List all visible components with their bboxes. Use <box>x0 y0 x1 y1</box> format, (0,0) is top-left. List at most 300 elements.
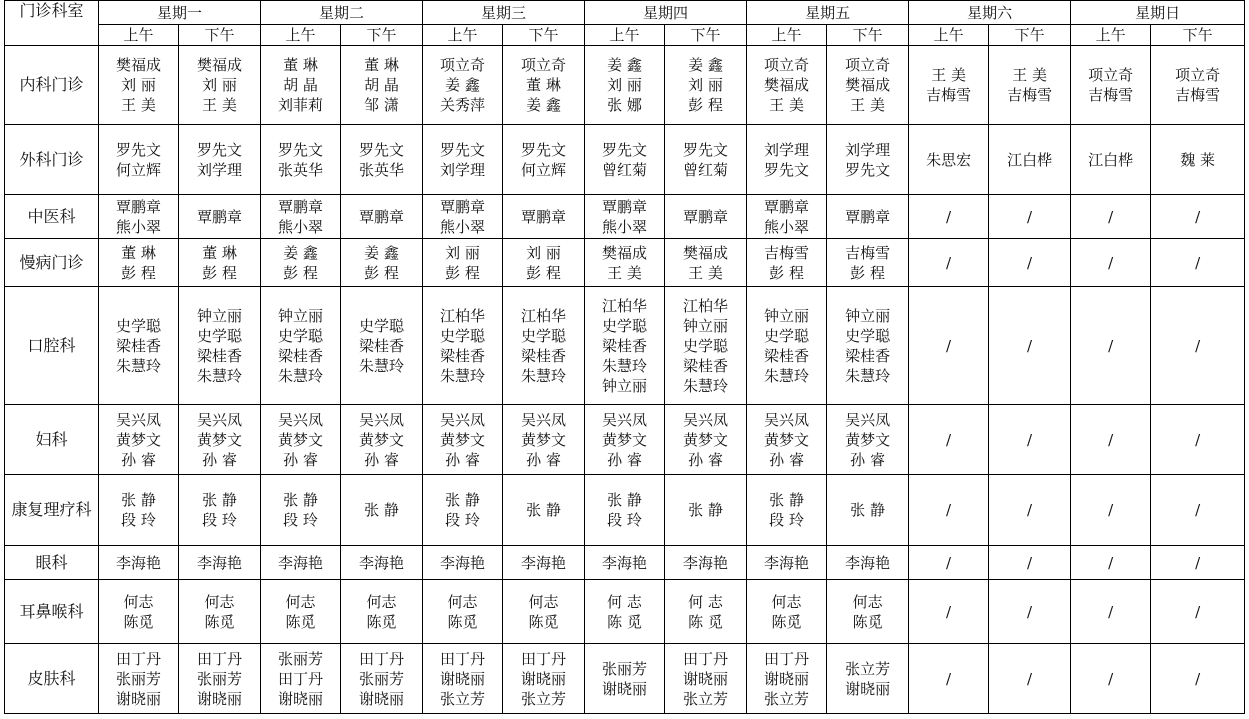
schedule-cell <box>423 475 503 546</box>
doctor-name: 熊小翠 <box>764 217 810 236</box>
doctor-name: 李海艳 <box>521 553 567 572</box>
no-clinic-mark: / <box>946 207 952 226</box>
no-clinic-mark: / <box>1027 253 1033 272</box>
doctor-name: 钟立丽 <box>764 306 810 325</box>
doctor-name: 熊小翠 <box>278 217 324 236</box>
schedule-cell <box>503 287 585 405</box>
schedule-cell <box>423 546 503 580</box>
doctor-name: 王 美 <box>1012 66 1047 84</box>
doctor-name: 吴兴凤 <box>683 410 729 429</box>
doctor-name: 王 美 <box>202 96 237 114</box>
schedule-cell <box>747 46 827 125</box>
doctor-name: 段 玲 <box>121 511 156 529</box>
schedule-cell <box>179 475 261 546</box>
schedule-cell <box>341 580 423 644</box>
doctor-name: 吴兴凤 <box>359 410 405 429</box>
doctor-name: 吴兴凤 <box>197 410 243 429</box>
schedule-cell <box>99 239 179 287</box>
no-clinic-mark: / <box>1027 430 1033 449</box>
schedule-cell <box>827 580 909 644</box>
doctor-name: 邹 潇 <box>364 96 399 114</box>
doctor-name: 何 志 <box>688 592 723 611</box>
doctor-name: 陈觅 <box>204 612 235 631</box>
doctor-name: 彭 程 <box>445 263 480 282</box>
schedule-cell <box>585 46 665 125</box>
no-clinic-mark: / <box>1108 669 1114 688</box>
schedule-cell <box>423 580 503 644</box>
doctor-name: 何志 <box>771 592 802 611</box>
doctor-name: 樊福成 <box>683 243 729 262</box>
doctor-name: 孙 睿 <box>364 450 399 469</box>
doctor-name: 樊福成 <box>764 76 810 94</box>
schedule-cell <box>1071 546 1151 580</box>
doctor-name: 张立芳 <box>764 689 810 708</box>
schedule-cell <box>585 125 665 195</box>
no-clinic-mark: / <box>1027 669 1033 688</box>
doctor-name: 李海艳 <box>845 553 891 572</box>
doctor-name: 朱慧玲 <box>521 366 567 385</box>
schedule-cell <box>1151 195 1245 239</box>
doctor-name: 王 美 <box>931 66 966 84</box>
schedule-cell <box>341 405 423 475</box>
no-clinic-mark: / <box>946 336 952 355</box>
doctor-name: 孙 睿 <box>202 450 237 469</box>
doctor-name: 姜 鑫 <box>688 56 723 74</box>
no-clinic-mark: / <box>1195 253 1201 272</box>
doctor-name: 刘 丽 <box>445 243 480 262</box>
schedule-cell <box>503 405 585 475</box>
schedule-cell <box>665 405 747 475</box>
no-clinic-mark: / <box>1108 430 1114 449</box>
doctor-name: 董 琳 <box>202 243 237 262</box>
period-header-pm: 下午 <box>1151 25 1245 46</box>
schedule-cell <box>747 475 827 546</box>
doctor-name: 彭 程 <box>364 263 399 282</box>
day-header-wed: 星期三 <box>423 1 585 25</box>
schedule-cell <box>909 475 989 546</box>
schedule-cell <box>747 239 827 287</box>
doctor-name: 张 娜 <box>607 96 642 114</box>
doctor-name: 项立奇 <box>1088 66 1134 84</box>
day-header-tue: 星期二 <box>261 1 423 25</box>
doctor-name: 姜 鑫 <box>445 76 480 94</box>
doctor-name: 覃鹏章 <box>359 207 405 226</box>
doctor-name: 董 琳 <box>526 76 561 94</box>
schedule-cell <box>503 195 585 239</box>
period-header-am: 上午 <box>1071 25 1151 46</box>
schedule-cell <box>909 580 989 644</box>
doctor-name: 陈觅 <box>771 612 802 631</box>
schedule-cell <box>585 239 665 287</box>
no-clinic-mark: / <box>1195 430 1201 449</box>
dept-name: 慢病门诊 <box>5 239 99 287</box>
schedule-cell <box>341 546 423 580</box>
dept-column-header: 门诊科室 <box>5 1 99 46</box>
doctor-name: 陈觅 <box>852 612 883 631</box>
day-header-sat: 星期六 <box>909 1 1071 25</box>
schedule-cell <box>261 405 341 475</box>
schedule-cell <box>1151 125 1245 195</box>
schedule-cell <box>1071 46 1151 125</box>
schedule-cell <box>827 46 909 125</box>
schedule-cell <box>827 239 909 287</box>
doctor-name: 钟立丽 <box>845 306 891 325</box>
schedule-cell <box>179 644 261 714</box>
schedule-cell <box>989 287 1071 405</box>
dept-name: 内科门诊 <box>5 46 99 125</box>
schedule-cell <box>1151 46 1245 125</box>
doctor-name: 刘 丽 <box>121 76 156 94</box>
doctor-name: 张 静 <box>121 491 156 509</box>
doctor-name: 王 美 <box>121 96 156 114</box>
schedule-cell <box>1151 475 1245 546</box>
doctor-name: 何 志 <box>607 592 642 611</box>
doctor-name: 李海艳 <box>359 553 405 572</box>
doctor-name: 黄梦文 <box>278 430 324 449</box>
schedule-cell <box>1071 125 1151 195</box>
doctor-name: 胡 晶 <box>283 76 318 94</box>
doctor-name: 朱慧玲 <box>845 366 891 385</box>
doctor-name: 张丽芳 <box>278 649 324 668</box>
schedule-row <box>5 475 1245 546</box>
schedule-cell <box>423 239 503 287</box>
doctor-name: 彭 程 <box>283 263 318 282</box>
schedule-row <box>5 287 1245 405</box>
no-clinic-mark: / <box>1108 501 1114 519</box>
schedule-cell <box>665 475 747 546</box>
schedule-cell <box>99 405 179 475</box>
doctor-name: 熊小翠 <box>115 217 161 236</box>
doctor-name: 罗先文 <box>115 140 161 159</box>
no-clinic-mark: / <box>1027 336 1033 355</box>
schedule-cell <box>503 239 585 287</box>
schedule-cell <box>747 287 827 405</box>
doctor-name: 张英华 <box>359 160 405 179</box>
doctor-name: 何立辉 <box>521 160 567 179</box>
clinic-schedule-table <box>4 0 1245 714</box>
doctor-name: 段 玲 <box>202 511 237 529</box>
doctor-name: 梁桂香 <box>115 336 161 355</box>
schedule-cell <box>261 239 341 287</box>
schedule-row <box>5 239 1245 287</box>
doctor-name: 朱慧玲 <box>197 366 243 385</box>
dept-name: 口腔科 <box>5 287 99 405</box>
doctor-name: 张 静 <box>688 501 723 519</box>
no-clinic-mark: / <box>946 553 952 572</box>
doctor-name: 吉梅雪 <box>926 86 972 104</box>
schedule-cell <box>341 46 423 125</box>
doctor-name: 王 美 <box>769 96 804 114</box>
schedule-cell <box>665 580 747 644</box>
doctor-name: 李海艳 <box>764 553 810 572</box>
doctor-name: 田丁丹 <box>359 649 405 668</box>
doctor-name: 田丁丹 <box>115 649 161 668</box>
doctor-name: 覃鹏章 <box>521 207 567 226</box>
doctor-name: 田丁丹 <box>278 669 324 688</box>
doctor-name: 陈觅 <box>447 612 478 631</box>
doctor-name: 刘学理 <box>197 160 243 179</box>
schedule-cell <box>585 287 665 405</box>
schedule-cell <box>747 405 827 475</box>
no-clinic-mark: / <box>1195 553 1201 572</box>
no-clinic-mark: / <box>1195 336 1201 355</box>
schedule-cell <box>909 546 989 580</box>
doctor-name: 江柏华 <box>602 296 648 315</box>
doctor-name: 史学聪 <box>278 326 324 345</box>
doctor-name: 胡 晶 <box>364 76 399 94</box>
doctor-name: 孙 睿 <box>688 450 723 469</box>
schedule-row <box>5 644 1245 714</box>
doctor-name: 张立芳 <box>683 689 729 708</box>
doctor-name: 覃鹏章 <box>197 207 243 226</box>
doctor-name: 项立奇 <box>845 56 891 74</box>
schedule-cell <box>665 46 747 125</box>
doctor-name: 黄梦文 <box>440 430 486 449</box>
schedule-cell <box>1151 287 1245 405</box>
doctor-name: 王 美 <box>607 263 642 282</box>
no-clinic-mark: / <box>1027 553 1033 572</box>
no-clinic-mark: / <box>1195 501 1201 519</box>
doctor-name: 何志 <box>123 592 154 611</box>
doctor-name: 董 琳 <box>283 56 318 74</box>
doctor-name: 孙 睿 <box>607 450 642 469</box>
doctor-name: 梁桂香 <box>440 346 486 365</box>
doctor-name: 谢晓丽 <box>359 689 405 708</box>
schedule-cell <box>989 46 1071 125</box>
schedule-cell <box>665 239 747 287</box>
doctor-name: 田丁丹 <box>521 649 567 668</box>
schedule-cell <box>665 287 747 405</box>
schedule-cell <box>99 580 179 644</box>
doctor-name: 陈 觅 <box>607 612 642 631</box>
doctor-name: 田丁丹 <box>440 649 486 668</box>
doctor-name: 吴兴凤 <box>602 410 648 429</box>
schedule-cell <box>423 195 503 239</box>
doctor-name: 谢晓丽 <box>845 679 891 698</box>
doctor-name: 孙 睿 <box>283 450 318 469</box>
schedule-cell <box>909 405 989 475</box>
period-header-am: 上午 <box>585 25 665 46</box>
doctor-name: 梁桂香 <box>359 336 405 355</box>
doctor-name: 熊小翠 <box>602 217 648 236</box>
doctor-name: 张丽芳 <box>602 659 648 678</box>
schedule-cell <box>747 125 827 195</box>
schedule-cell <box>341 644 423 714</box>
schedule-cell <box>585 195 665 239</box>
doctor-name: 江柏华 <box>683 296 729 315</box>
doctor-name: 张 静 <box>202 491 237 509</box>
doctor-name: 谢晓丽 <box>115 689 161 708</box>
schedule-cell <box>585 644 665 714</box>
schedule-cell <box>1071 287 1151 405</box>
schedule-cell <box>747 546 827 580</box>
schedule-row <box>5 580 1245 644</box>
doctor-name: 项立奇 <box>440 56 486 74</box>
schedule-cell <box>665 195 747 239</box>
doctor-name: 姜 鑫 <box>526 96 561 114</box>
doctor-name: 张 静 <box>445 491 480 509</box>
doctor-name: 刘学理 <box>764 140 810 159</box>
schedule-cell <box>179 239 261 287</box>
schedule-cell <box>99 644 179 714</box>
schedule-cell <box>99 475 179 546</box>
schedule-cell <box>261 644 341 714</box>
doctor-name: 刘菲莉 <box>278 96 324 114</box>
doctor-name: 史学聪 <box>197 326 243 345</box>
doctor-name: 覃鹏章 <box>115 197 161 216</box>
doctor-name: 曾红菊 <box>683 160 729 179</box>
doctor-name: 罗先文 <box>521 140 567 159</box>
schedule-cell <box>179 125 261 195</box>
doctor-name: 史学聪 <box>521 326 567 345</box>
dept-name: 皮肤科 <box>5 644 99 714</box>
dept-name: 妇科 <box>5 405 99 475</box>
doctor-name: 江柏华 <box>440 306 486 325</box>
doctor-name: 关秀萍 <box>440 96 486 114</box>
schedule-cell <box>99 287 179 405</box>
period-header-am: 上午 <box>909 25 989 46</box>
doctor-name: 黄梦文 <box>764 430 810 449</box>
period-header-pm: 下午 <box>989 25 1071 46</box>
schedule-cell <box>909 46 989 125</box>
doctor-name: 吉梅雪 <box>764 243 810 262</box>
schedule-row <box>5 125 1245 195</box>
schedule-cell <box>1151 580 1245 644</box>
doctor-name: 张 静 <box>283 491 318 509</box>
doctor-name: 彭 程 <box>688 96 723 114</box>
schedule-cell <box>909 195 989 239</box>
schedule-cell <box>341 475 423 546</box>
schedule-cell <box>179 46 261 125</box>
doctor-name: 孙 睿 <box>526 450 561 469</box>
doctor-name: 张丽芳 <box>359 669 405 688</box>
doctor-name: 段 玲 <box>283 511 318 529</box>
doctor-name: 何志 <box>852 592 883 611</box>
schedule-cell <box>99 125 179 195</box>
doctor-name: 朱慧玲 <box>602 356 648 375</box>
doctor-name: 张 静 <box>526 501 561 519</box>
doctor-name: 覃鹏章 <box>440 197 486 216</box>
schedule-cell <box>261 546 341 580</box>
doctor-name: 谢晓丽 <box>278 689 324 708</box>
doctor-name: 谢晓丽 <box>197 689 243 708</box>
doctor-name: 李海艳 <box>440 553 486 572</box>
doctor-name: 史学聪 <box>683 336 729 355</box>
schedule-cell <box>665 644 747 714</box>
schedule-cell <box>261 125 341 195</box>
doctor-name: 钟立丽 <box>197 306 243 325</box>
doctor-name: 罗先文 <box>359 140 405 159</box>
schedule-cell <box>585 405 665 475</box>
doctor-name: 段 玲 <box>445 511 480 529</box>
doctor-name: 孙 睿 <box>121 450 156 469</box>
period-header-pm: 下午 <box>665 25 747 46</box>
schedule-cell <box>989 475 1071 546</box>
doctor-name: 刘学理 <box>440 160 486 179</box>
doctor-name: 李海艳 <box>602 553 648 572</box>
schedule-cell <box>261 46 341 125</box>
no-clinic-mark: / <box>1195 669 1201 688</box>
doctor-name: 董 琳 <box>364 56 399 74</box>
schedule-cell <box>341 239 423 287</box>
doctor-name: 吴兴凤 <box>521 410 567 429</box>
doctor-name: 李海艳 <box>197 553 243 572</box>
period-header-pm: 下午 <box>341 25 423 46</box>
doctor-name: 黄梦文 <box>683 430 729 449</box>
doctor-name: 梁桂香 <box>845 346 891 365</box>
schedule-cell <box>665 125 747 195</box>
doctor-name: 江柏华 <box>521 306 567 325</box>
day-header-row <box>5 1 1245 25</box>
doctor-name: 陈 觅 <box>688 612 723 631</box>
doctor-name: 樊福成 <box>115 56 161 74</box>
doctor-name: 罗先文 <box>602 140 648 159</box>
schedule-cell <box>1151 644 1245 714</box>
schedule-cell <box>503 475 585 546</box>
schedule-cell <box>423 46 503 125</box>
doctor-name: 钟立丽 <box>602 376 648 395</box>
schedule-row <box>5 46 1245 125</box>
schedule-cell <box>665 546 747 580</box>
schedule-cell <box>503 125 585 195</box>
schedule-cell <box>989 125 1071 195</box>
doctor-name: 王 美 <box>688 263 723 282</box>
doctor-name: 孙 睿 <box>445 450 480 469</box>
schedule-row <box>5 405 1245 475</box>
schedule-cell <box>827 546 909 580</box>
day-header-sun: 星期日 <box>1071 1 1245 25</box>
doctor-name: 何志 <box>447 592 478 611</box>
schedule-cell <box>747 195 827 239</box>
day-header-fri: 星期五 <box>747 1 909 25</box>
doctor-name: 罗先文 <box>845 160 891 179</box>
doctor-name: 刘 丽 <box>607 76 642 94</box>
doctor-name: 梁桂香 <box>197 346 243 365</box>
doctor-name: 段 玲 <box>607 511 642 529</box>
schedule-cell <box>827 125 909 195</box>
schedule-cell <box>989 580 1071 644</box>
doctor-name: 江白桦 <box>1007 150 1053 169</box>
schedule-cell <box>179 405 261 475</box>
doctor-name: 樊福成 <box>602 243 648 262</box>
doctor-name: 朱慧玲 <box>683 376 729 395</box>
no-clinic-mark: / <box>1108 253 1114 272</box>
period-header-am: 上午 <box>423 25 503 46</box>
dept-name: 眼科 <box>5 546 99 580</box>
schedule-cell <box>827 287 909 405</box>
no-clinic-mark: / <box>1195 602 1201 621</box>
doctor-name: 钟立丽 <box>683 316 729 335</box>
period-header-pm: 下午 <box>503 25 585 46</box>
no-clinic-mark: / <box>1027 501 1033 519</box>
no-clinic-mark: / <box>1027 602 1033 621</box>
schedule-cell <box>423 125 503 195</box>
doctor-name: 覃鹏章 <box>764 197 810 216</box>
doctor-name: 项立奇 <box>1175 66 1221 84</box>
doctor-name: 曾红菊 <box>602 160 648 179</box>
schedule-cell <box>503 546 585 580</box>
table-header <box>5 1 1245 46</box>
schedule-cell <box>179 195 261 239</box>
doctor-name: 张立芳 <box>440 689 486 708</box>
schedule-cell <box>585 475 665 546</box>
doctor-name: 何志 <box>366 592 397 611</box>
doctor-name: 李海艳 <box>278 553 324 572</box>
doctor-name: 田丁丹 <box>683 649 729 668</box>
schedule-cell <box>909 644 989 714</box>
schedule-cell <box>423 644 503 714</box>
day-header-mon: 星期一 <box>99 1 261 25</box>
